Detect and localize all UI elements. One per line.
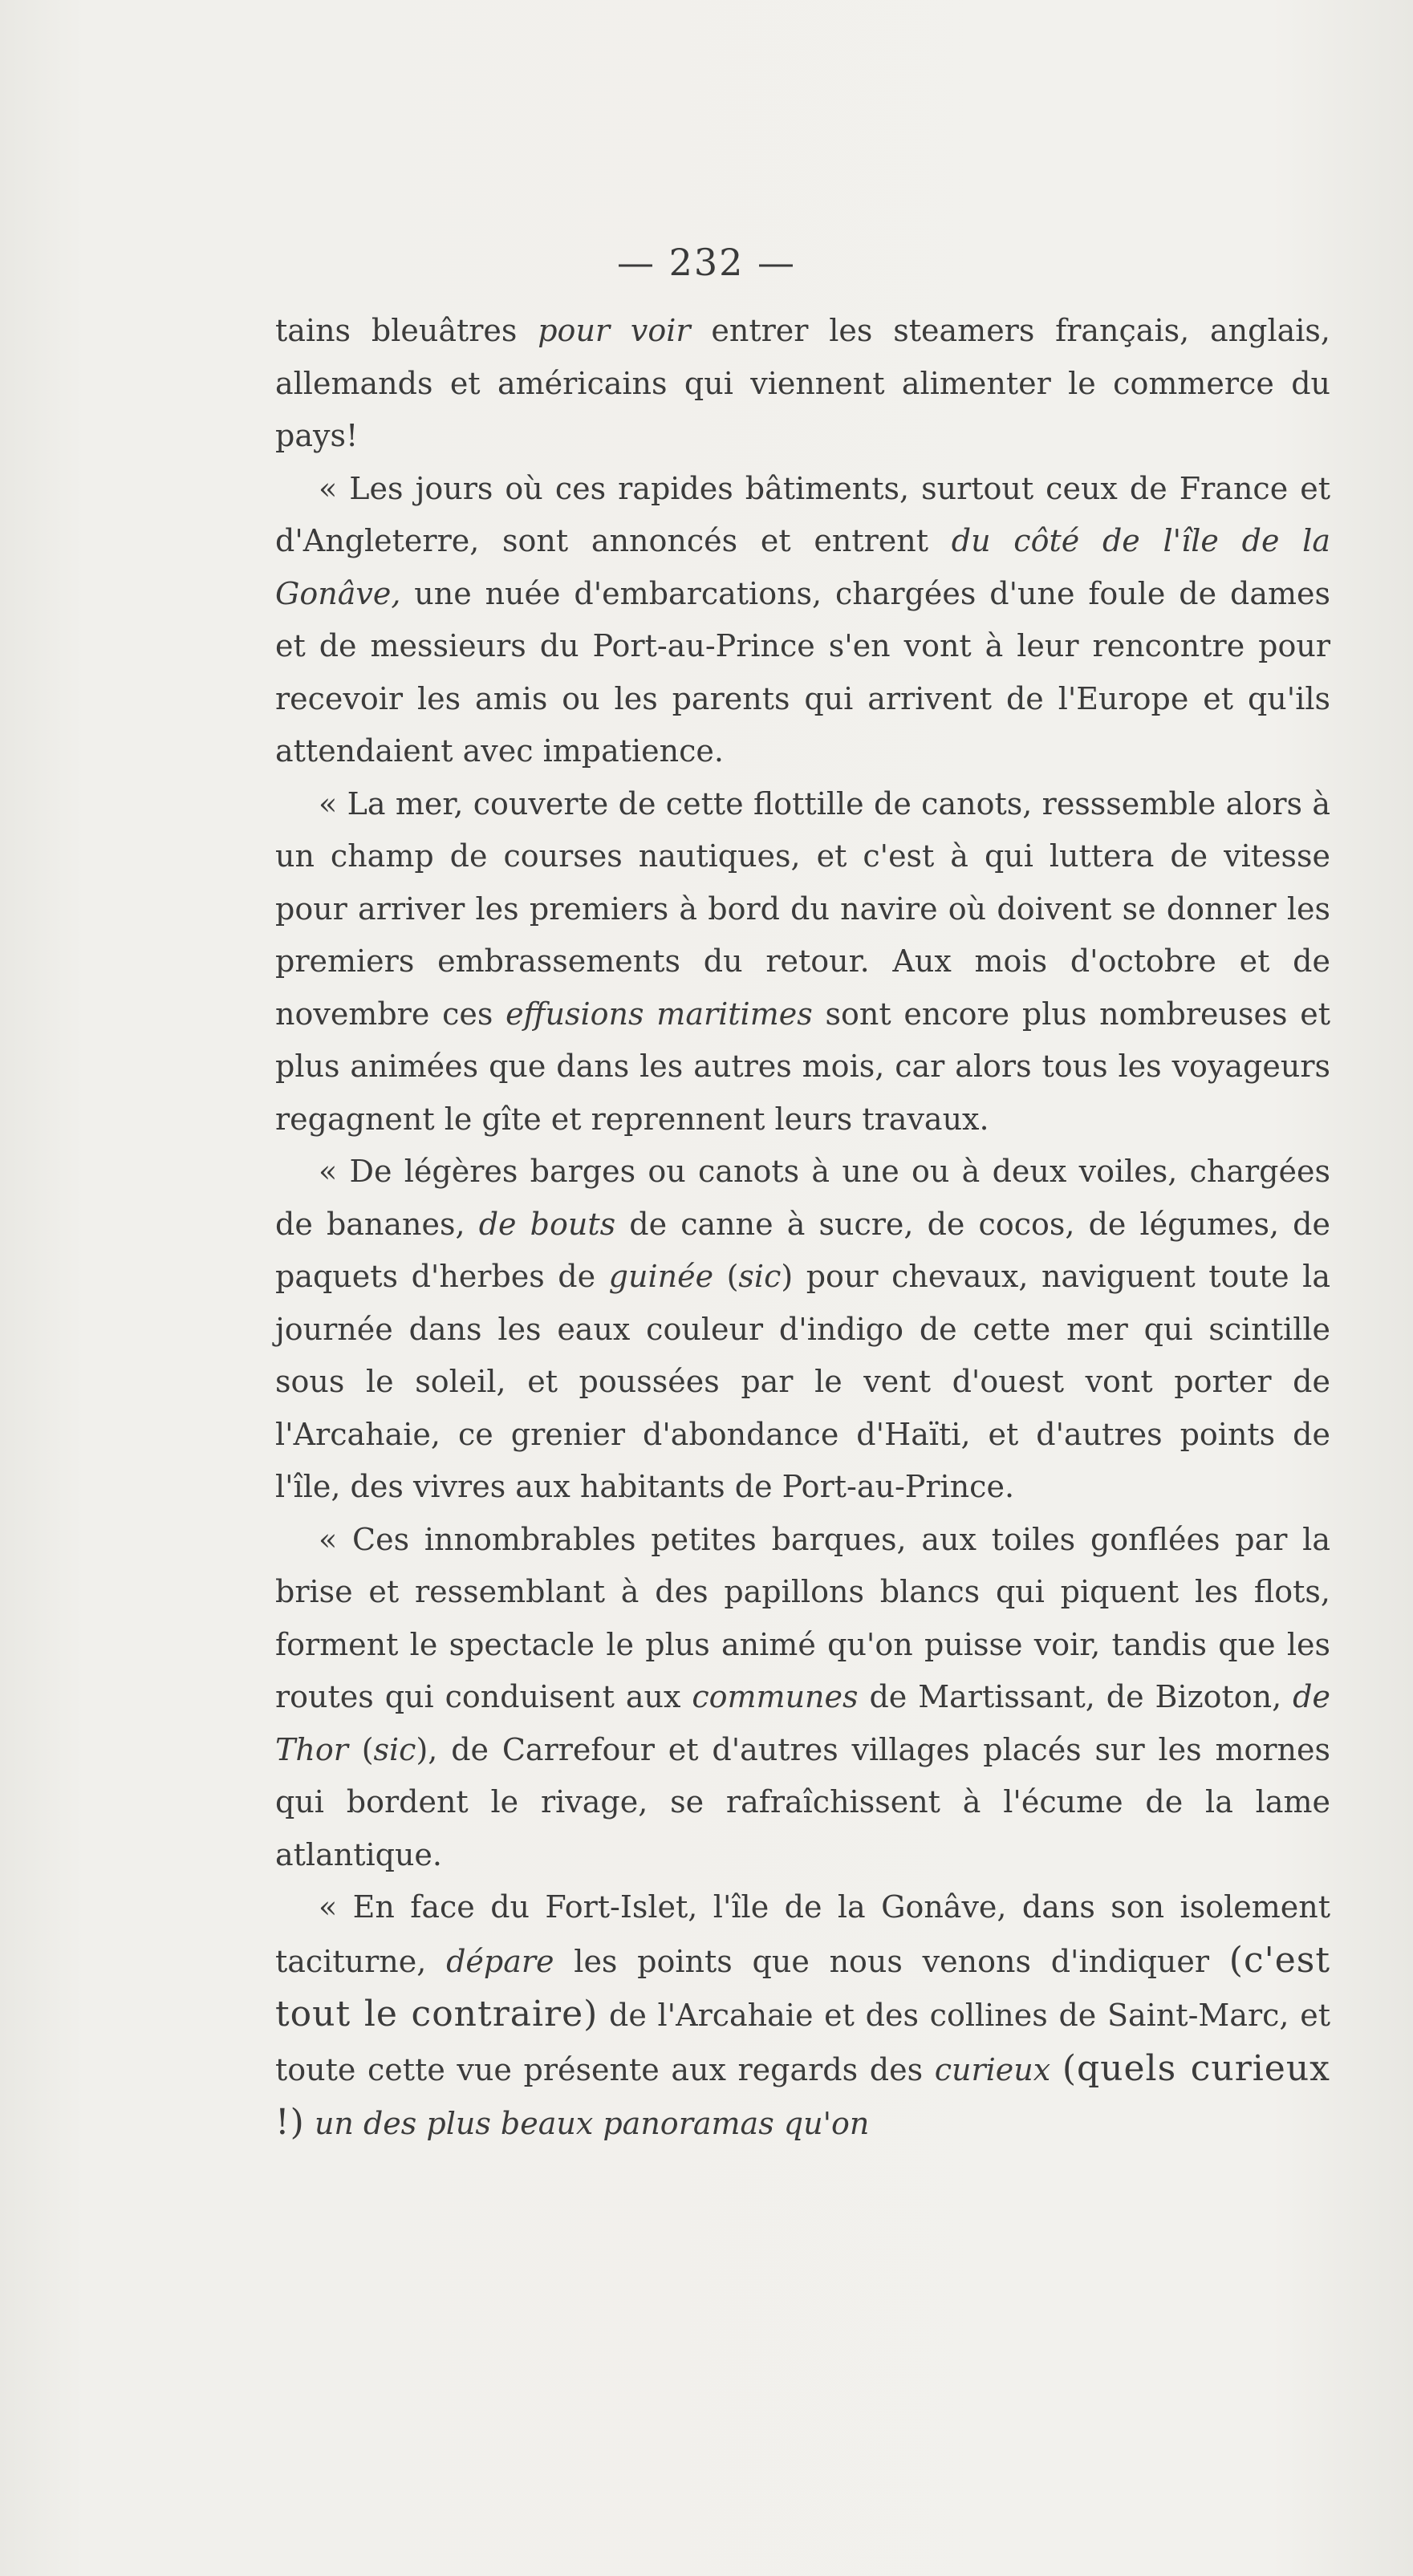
paragraph-6 <box>275 1881 1330 2151</box>
text-segment <box>1050 2052 1062 2087</box>
text-segment: entrer les steamers français, anglais, allemands et américains qui viennent alimenter le commerce du pays! <box>275 313 1331 453</box>
text-segment: les points que nous venons d'indiquer <box>554 1943 1229 1979</box>
paragraph-1 <box>275 305 1330 463</box>
text-segment-italic: du côté de l'île de la Gonâve, <box>275 523 1330 611</box>
text-segment-large: (quels curieux !) <box>275 2047 1331 2143</box>
text-segment-italic: effusions maritimes <box>506 996 813 1032</box>
text-segment: ), de Carrefour et d'autres villages placés sur les mornes qui bordent le rivage, se rafraîchissent à l'écume de la lame atlantique. <box>275 1731 1330 1872</box>
text-segment-italic: sic <box>373 1731 416 1767</box>
text-segment-italic: sic <box>738 1259 782 1294</box>
paragraph-3 <box>275 778 1330 1146</box>
text-segment: de canne à sucre, de cocos, de légumes, de paquets d'herbes de <box>275 1206 1330 1294</box>
text-segment-italic: curieux <box>934 2051 1051 2087</box>
paragraph-2 <box>275 463 1330 778</box>
text-segment: « De légères barges ou canots à une ou à deux voiles, chargées de bananes, <box>275 1154 1330 1242</box>
page-number: — 232 — <box>616 241 797 284</box>
text-segment: « En face du Fort-Islet, l'île de la Gonâve, dans son isolement taciturne, <box>275 1889 1330 1979</box>
text-segment-italic: dépare <box>446 1943 554 1979</box>
body-text <box>275 305 1330 2151</box>
text-segment: tains bleuâtres <box>275 313 538 348</box>
text-segment: de Martissant, de Bizoton, <box>858 1679 1293 1714</box>
paragraph-5 <box>275 1514 1330 1882</box>
text-segment: ) pour chevaux, naviguent toute la journée dans les eaux couleur d'indigo de cette mer qui scintille sous le soleil, et poussées par le vent d'ouest vont porter de l'Arcahaie, ce grenier d'abondance d'Haïti, et d'autres points de l'île, des vivres aux habitants de Port-au-Prince. <box>275 1259 1330 1504</box>
text-segment: une nuée d'embarcations, chargées d'une foule de dames et de messieurs du Port-au-Prince s'en vont à leur rencontre pour recevoir les amis ou les parents qui arrivent de l'Europe et qu'ils attendaient avec impatience. <box>275 575 1330 769</box>
text-segment-italic: un des plus beaux panoramas qu'on <box>314 2106 870 2141</box>
text-segment-italic: guinée <box>608 1259 714 1294</box>
text-segment: ( <box>713 1259 739 1294</box>
text-segment: sont encore plus nombreuses et plus animées que dans les autres mois, car alors tous les voyageurs regagnent le gîte et reprennent leurs travaux. <box>275 996 1330 1137</box>
text-segment-large: (c'est tout le contraire) <box>275 1939 1331 2034</box>
text-segment: « La mer, couverte de cette flottille de canots, resssemble alors à un champ de courses nautiques, et c'est à qui luttera de vitesse pour arriver les premiers à bord du navire où doivent se donner les premiers embrassements du retour. Aux mois d'octobre et de novembre ces <box>275 785 1330 1032</box>
text-segment-italic: de Thor <box>275 1679 1330 1767</box>
text-segment-italic: communes <box>692 1679 859 1714</box>
paragraph-4 <box>275 1146 1330 1514</box>
text-segment <box>305 2106 315 2141</box>
text-segment: de l'Arcahaie et des collines de Saint-Marc, et toute cette vue présente aux regards des <box>275 1998 1330 2087</box>
text-segment: « Ces innombrables petites barques, aux toiles gonflées par la brise et ressemblant à des papillons blancs qui piquent les flots, forment le spectacle le plus animé qu'on puisse voir, tandis que les routes qui conduisent aux <box>275 1521 1330 1714</box>
text-segment: ( <box>347 1731 374 1767</box>
text-segment-italic: de bouts <box>478 1206 616 1242</box>
text-segment-italic: pour voir <box>538 313 691 348</box>
text-segment: « Les jours où ces rapides bâtiments, surtout ceux de France et d'Angleterre, sont annoncés et entrent <box>275 470 1330 558</box>
